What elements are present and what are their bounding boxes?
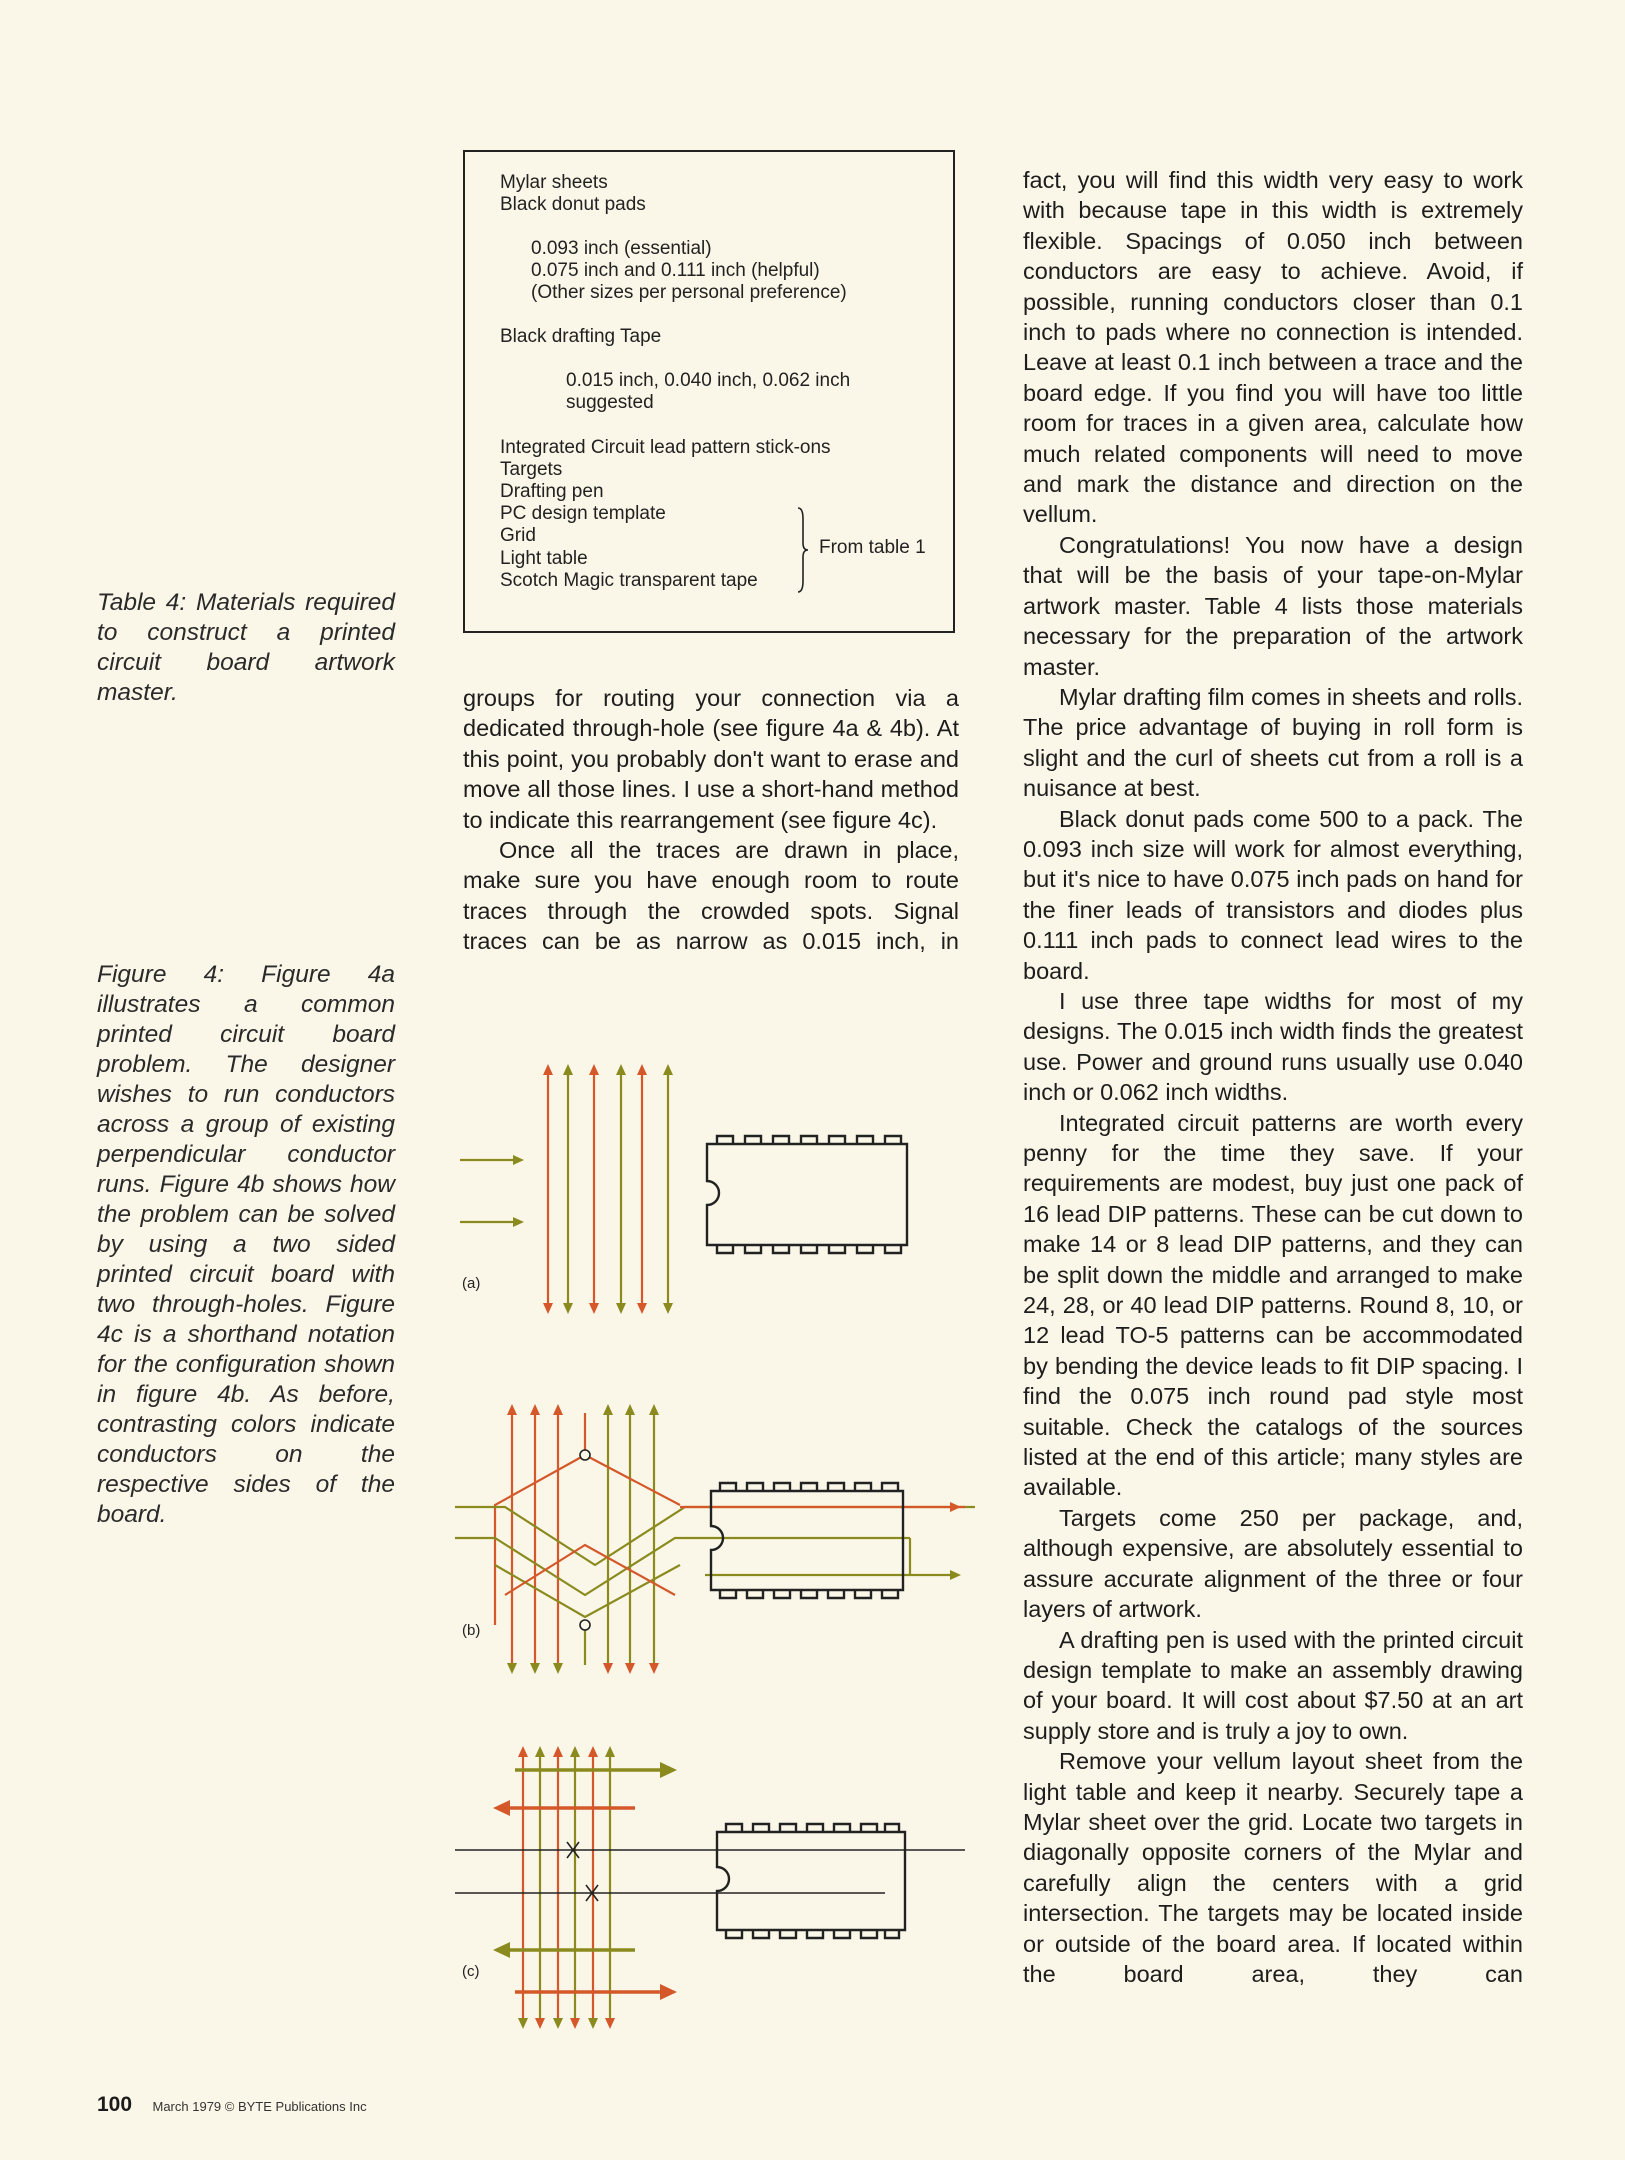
- figure-caption: Figure 4: Figure 4a illustrates a common printed circuit board problem. The designer wishes to run conductors across a group of existing perpendicular conductor runs. Figure 4b shows how the problem can be solved by using a two sided printed circuit board with two through-holes. Figure 4c is a shorthand notation for the configuration shown in figure 4b. As before, contrasting colors indicate conductors on the respective sides of the board.: [97, 961, 395, 1528]
- figure-label-c: (c): [462, 1963, 480, 1980]
- pad-size: 0.093 inch (essential): [531, 238, 712, 259]
- from-table-note: From table 1: [819, 537, 926, 558]
- paragraph: I use three tape widths for most of my designs. The 0.015 inch width finds the greatest use. Power and ground runs usually use 0.040 inch or 0.062 inch widths.: [1023, 987, 1523, 1106]
- figure-4a: [455, 1055, 915, 1325]
- tape-size: 0.015 inch, 0.040 inch, 0.062 inch: [566, 370, 851, 391]
- paragraph: Black donut pads come 500 to a pack. The 0.093 inch size will work for almost everything, but it's nice to have 0.075 inch pads on hand for the finer leads of transistors and diodes plus 0.111 inch pads to connect lead wires to the board.: [1023, 805, 1523, 984]
- table-item-mylar: Mylar sheets: [500, 172, 608, 193]
- table-item: PC design template: [500, 503, 666, 524]
- paragraph: Congratulations! You now have a design that will be the basis of your tape-on-Mylar artwork master. Table 4 lists those materials necessary for the preparation of the artwork master.: [1023, 531, 1523, 680]
- table-item: Grid: [500, 525, 536, 546]
- paragraph: Remove your vellum layout sheet from the light table and keep it nearby. Securely tape a Mylar sheet over the grid. Locate two targets in diagonally opposite corners of the Mylar and carefully align the centers with a grid intersection. The targets may be located inside or outside of the board area. If located within the board area, they can: [1023, 1748, 1523, 1987]
- table-item: Targets: [500, 459, 563, 480]
- table-item-donut-pads: Black donut pads: [500, 194, 646, 215]
- page-number: 100: [97, 2093, 133, 2116]
- figure-label-b: (b): [462, 1622, 481, 1639]
- figure-4b: [455, 1395, 975, 1680]
- table-item-tape: Black drafting Tape: [500, 326, 662, 347]
- table-caption: Table 4: Materials required to construct a printed circuit board artwork master.: [97, 589, 395, 706]
- table-item: Light table: [500, 548, 588, 569]
- pad-size: 0.075 inch and 0.111 inch (helpful): [531, 260, 820, 281]
- figure-4c: [455, 1730, 975, 2040]
- paragraph: groups for routing your connection via a dedicated through-hole (see figure 4a & 4b). At this point, you probably don't want to erase and move all those lines. I use a short-hand method to indicate this rearrangement (see figure 4c).: [463, 685, 959, 833]
- paragraph: Once all the traces are drawn in place, make sure you have enough room to route traces through the crowded spots. Signal traces can be as narrow as 0.015 inch, in: [463, 837, 959, 955]
- pad-size: (Other sizes per personal preference): [531, 282, 847, 303]
- tape-size: suggested: [566, 392, 654, 413]
- paragraph: Integrated circuit patterns are worth every penny for the time they save. If your requirements are modest, buy just one pack of 16 lead DIP patterns. These can be cut down to make 14 or 8 lead DIP patterns, and they can be split down the middle and arranged to make 24, 28, or 40 lead DIP patterns. Round 8, 10, or 12 lead TO-5 patterns can be accommodated by bending the device leads to fit DIP spacing. I find the 0.075 inch round pad style most suitable. Check the catalogs of the sources listed at the end of this article; many styles are available.: [1023, 1109, 1523, 1501]
- curly-brace-icon: [797, 507, 809, 593]
- paragraph: fact, you will find this width very easy to work with because tape in this width is extremely flexible. Spacings of 0.050 inch between conductors are easy to achieve. Avoid, if possible, running conductors closer than 0.1 inch to pads where no connection is intended. Leave at least 0.1 inch between a trace and the board edge. If you find you will have too little room for traces in a given area, calculate how much related components will need to move and mark the distance and direction on the vellum.: [1023, 167, 1523, 528]
- page-footer: [97, 2093, 367, 2117]
- table-item: Integrated Circuit lead pattern stick-ons: [500, 437, 831, 458]
- figure-label-a: (a): [462, 1275, 481, 1292]
- materials-table: [463, 150, 955, 633]
- paragraph: Targets come 250 per package, and, although expensive, are absolutely essential to assure accurate alignment of the three or four layers of artwork.: [1023, 1504, 1523, 1623]
- table-item: Drafting pen: [500, 481, 604, 502]
- paragraph: A drafting pen is used with the printed circuit design template to make an assembly drawing of your board. It will cost about $7.50 at an art supply store and is truly a joy to own.: [1023, 1626, 1523, 1744]
- middle-column: [463, 683, 959, 957]
- publication-credit: March 1979 © BYTE Publications Inc: [152, 2099, 367, 2114]
- right-column: [1023, 165, 1523, 1989]
- table-item: Scotch Magic transparent tape: [500, 570, 758, 591]
- paragraph: Mylar drafting film comes in sheets and rolls. The price advantage of buying in roll form is slight and the curl of sheets cut from a roll is a nuisance at best.: [1023, 683, 1523, 802]
